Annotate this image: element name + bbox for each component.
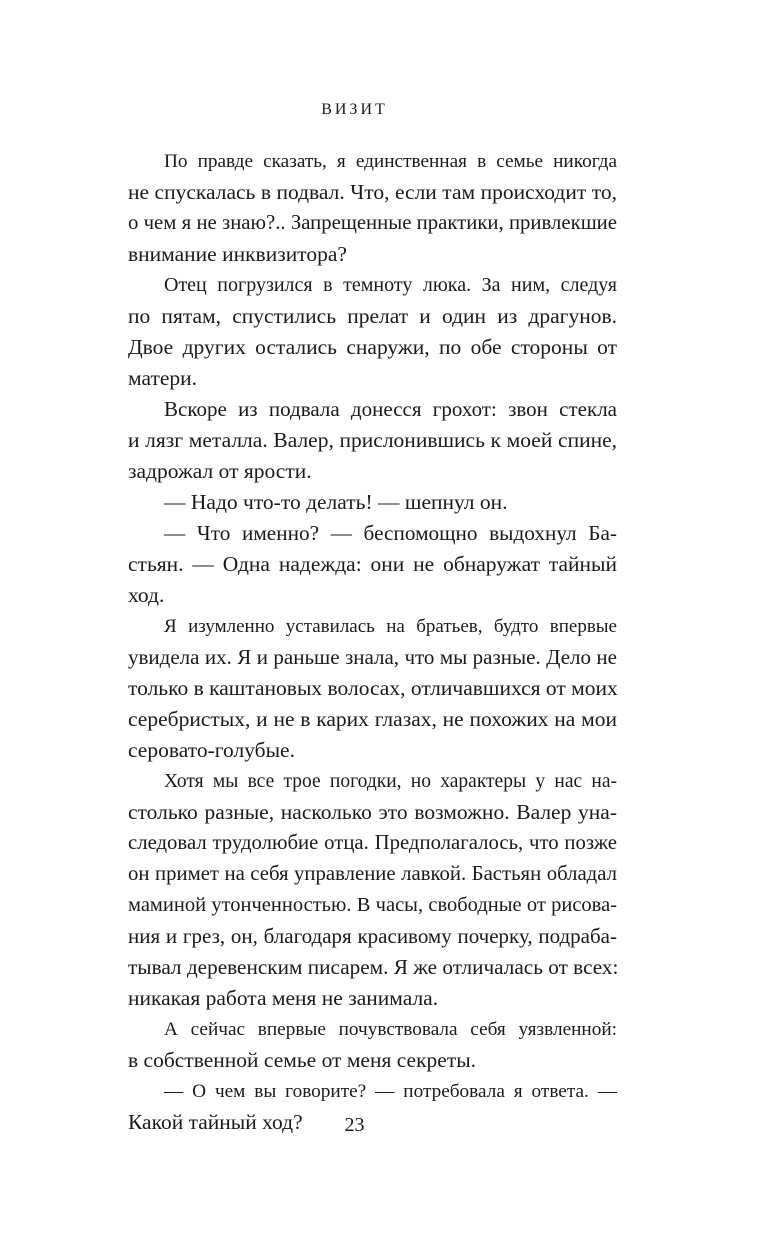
text-line: задрожал от ярости. [128, 459, 312, 483]
text-line: и лязг металла. Валер, прислонившись к моей спине, [128, 428, 617, 452]
text-line: по пятам, спустились прелат и один из драгунов. [128, 304, 617, 328]
text-line: только в каштановых волосах, отличавшихся от моих [128, 676, 618, 700]
text-line: Какой тайный ход? [128, 1110, 303, 1134]
text-line: А сейчас впервые почувствовала себя уязвленной: [164, 1019, 617, 1040]
body-text [92, 146, 617, 1138]
text-line: — Надо что-то делать! — шепнул он. [164, 490, 508, 514]
paragraph-5 [92, 518, 617, 611]
paragraph-3 [92, 394, 617, 487]
paragraph-2 [92, 270, 617, 394]
text-line: увидела их. Я и раньше знала, что мы разные. Дело не [128, 645, 617, 669]
text-line: ход. [128, 583, 165, 607]
text-line: столько разные, насколько это возможно. Валер уна- [128, 800, 617, 824]
text-line: внимание инквизитора? [128, 242, 347, 266]
text-line: Двое других остались снаружи, по обе стороны от [128, 335, 617, 359]
text-line: матери. [128, 366, 198, 390]
text-line: тывал деревенским писарем. Я же отличалась от всех: [128, 955, 619, 979]
paragraph-6 [92, 611, 617, 766]
text-line: следовал трудолюбие отца. Предполагалось, что позже [128, 832, 617, 854]
paragraph-4 [92, 487, 617, 518]
text-line: стьян. — Одна надежда: они не обнаружат тайный [128, 552, 617, 576]
book-page [92, 0, 617, 1240]
page-number: 23 [344, 1114, 365, 1136]
text-line: не спускалась в подвал. Что, если там происходит то, [128, 180, 617, 204]
text-line: — О чем вы говорите? — потребовала я ответа. — [164, 1081, 617, 1102]
paragraph-1 [92, 146, 617, 270]
text-line: маминой утонченностью. В часы, свободные от рисова- [128, 894, 617, 916]
text-line: в собственной семье от меня секреты. [128, 1048, 477, 1072]
text-line: — Что именно? — беспомощно выдохнул Ба- [164, 521, 617, 545]
running-head: визит [321, 94, 388, 119]
text-line: По правде сказать, я единственная в семье никогда [164, 151, 617, 172]
text-line: никакая работа меня не занимала. [128, 986, 439, 1010]
paragraph-7 [92, 766, 617, 1014]
text-line: он примет на себя управление лавкой. Бастьян обладал [128, 863, 617, 885]
text-line: серебристых, и не в карих глазах, не похожих на мои [128, 707, 617, 731]
text-line: о чем я не знаю?.. Запрещенные практики, привлекшие [128, 212, 617, 234]
text-line: серовато-голубые. [128, 738, 295, 762]
text-line: Вскоре из подвала донесся грохот: звон стекла [164, 397, 617, 421]
text-line: Хотя мы все трое погодки, но характеры у нас на- [164, 771, 617, 792]
text-line: Отец погрузился в темноту люка. За ним, следуя [164, 274, 617, 296]
text-line: ния и грез, он, благодаря красивому почерку, подраба- [128, 924, 617, 948]
paragraph-8 [92, 1014, 617, 1076]
text-line: Я изумленно уставилась на братьев, будто впервые [164, 616, 617, 637]
